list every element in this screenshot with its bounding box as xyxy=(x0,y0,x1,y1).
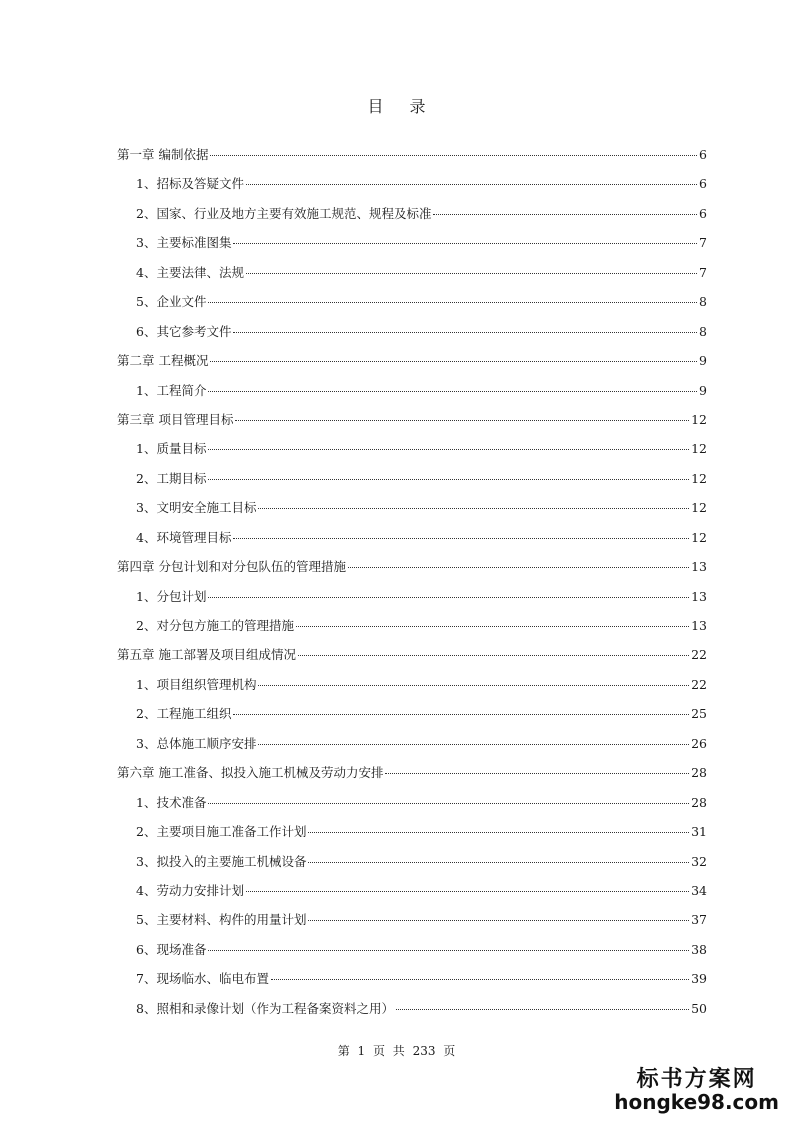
watermark-name: 标书方案网 xyxy=(636,1066,757,1092)
toc-entry-label: 6、现场准备 xyxy=(136,941,207,957)
toc-dot-leader xyxy=(308,832,689,833)
toc-dot-leader xyxy=(208,302,697,303)
toc-dot-leader xyxy=(235,420,689,421)
toc-dot-leader xyxy=(296,626,689,627)
toc-section-entry[interactable] xyxy=(117,258,707,287)
toc-page-number: 6 xyxy=(699,176,707,192)
toc-section-entry[interactable] xyxy=(117,582,707,611)
toc-dot-leader xyxy=(258,744,689,745)
toc-entry-label: 1、技术准备 xyxy=(136,794,207,810)
toc-chapter-entry[interactable] xyxy=(117,405,707,434)
toc-dot-leader xyxy=(210,155,697,156)
toc-dot-leader xyxy=(433,214,697,215)
toc-page-number: 37 xyxy=(691,912,707,928)
toc-dot-leader xyxy=(233,332,697,333)
toc-section-entry[interactable] xyxy=(117,611,707,640)
toc-section-entry[interactable] xyxy=(117,464,707,493)
toc-dot-leader xyxy=(348,567,689,568)
toc-section-entry[interactable] xyxy=(117,434,707,463)
toc-chapter-entry[interactable] xyxy=(117,640,707,669)
toc-entry-label: 4、劳动力安排计划 xyxy=(136,882,244,898)
toc-page-number: 8 xyxy=(699,294,707,310)
toc-section-entry[interactable] xyxy=(117,376,707,405)
toc-dot-leader xyxy=(258,685,689,686)
toc-dot-leader xyxy=(271,979,689,980)
toc-dot-leader xyxy=(208,479,689,480)
toc-page-number: 38 xyxy=(691,941,707,957)
toc-dot-leader xyxy=(208,950,689,951)
toc-dot-leader xyxy=(308,862,689,863)
toc-dot-leader xyxy=(208,391,697,392)
toc-section-entry[interactable] xyxy=(117,935,707,964)
toc-section-entry[interactable] xyxy=(117,523,707,552)
toc-entry-label: 3、主要标准图集 xyxy=(136,235,232,251)
toc-dot-leader xyxy=(210,361,697,362)
toc-entry-label: 第四章 分包计划和对分包队伍的管理措施 xyxy=(117,559,346,575)
toc-page-number: 31 xyxy=(691,824,707,840)
title-char-1: 目 xyxy=(367,97,384,116)
toc-page-number: 9 xyxy=(699,382,707,398)
toc-section-entry[interactable] xyxy=(117,287,707,316)
toc-page-number: 13 xyxy=(691,559,707,575)
toc-page-number: 25 xyxy=(691,706,707,722)
toc-dot-leader xyxy=(308,920,689,921)
toc-page-number: 13 xyxy=(691,588,707,604)
toc-page-number: 8 xyxy=(699,323,707,339)
toc-section-entry[interactable] xyxy=(117,729,707,758)
toc-entry-label: 第五章 施工部署及项目组成情况 xyxy=(117,647,296,663)
toc-page-number: 28 xyxy=(691,765,707,781)
toc-entry-label: 3、总体施工顺序安排 xyxy=(136,735,257,751)
toc-entry-label: 1、质量目标 xyxy=(136,441,207,457)
toc-entry-label: 第三章 项目管理目标 xyxy=(117,411,234,427)
watermark-url: hongke98.com xyxy=(614,1090,779,1114)
toc-page-number: 7 xyxy=(699,264,707,280)
title-char-2: 录 xyxy=(409,97,426,116)
toc-page-number: 28 xyxy=(691,794,707,810)
toc-page-number: 39 xyxy=(691,971,707,987)
toc-page-number: 12 xyxy=(691,500,707,516)
toc-entry-label: 1、分包计划 xyxy=(136,588,207,604)
toc-section-entry[interactable] xyxy=(117,670,707,699)
toc-section-entry[interactable] xyxy=(117,169,707,198)
toc-dot-leader xyxy=(396,1009,689,1010)
toc-dot-leader xyxy=(385,773,689,774)
toc-section-entry[interactable] xyxy=(117,788,707,817)
toc-entry-label: 1、项目组织管理机构 xyxy=(136,676,257,692)
page-footer: 第 1 页 共 233 页 xyxy=(337,1044,456,1058)
table-of-contents xyxy=(117,140,707,1023)
toc-section-entry[interactable] xyxy=(117,876,707,905)
toc-chapter-entry[interactable] xyxy=(117,552,707,581)
page-title xyxy=(0,94,793,117)
toc-dot-leader xyxy=(208,449,689,450)
toc-dot-leader xyxy=(233,714,689,715)
toc-entry-label: 3、文明安全施工目标 xyxy=(136,500,257,516)
toc-page-number: 22 xyxy=(691,647,707,663)
toc-page-number: 6 xyxy=(699,205,707,221)
toc-entry-label: 8、照相和录像计划（作为工程备案资料之用） xyxy=(136,1000,394,1016)
toc-entry-label: 第二章 工程概况 xyxy=(117,353,209,369)
toc-section-entry[interactable] xyxy=(117,847,707,876)
toc-entry-label: 2、工期目标 xyxy=(136,470,207,486)
toc-page-number: 34 xyxy=(691,882,707,898)
watermark-logo xyxy=(614,1068,779,1112)
toc-entry-label: 2、国家、行业及地方主要有效施工规范、规程及标准 xyxy=(136,205,432,221)
toc-page-number: 6 xyxy=(699,147,707,162)
toc-page-number: 50 xyxy=(691,1000,707,1016)
toc-dot-leader xyxy=(246,273,697,274)
toc-section-entry[interactable] xyxy=(117,964,707,993)
toc-section-entry[interactable] xyxy=(117,994,707,1023)
toc-page-number: 32 xyxy=(691,853,707,869)
toc-entry-label: 2、对分包方施工的管理措施 xyxy=(136,618,294,633)
toc-dot-leader xyxy=(298,655,689,656)
toc-dot-leader xyxy=(246,891,689,892)
toc-dot-leader xyxy=(233,538,689,539)
toc-page-number: 12 xyxy=(691,529,707,545)
toc-section-entry[interactable] xyxy=(117,493,707,522)
toc-entry-label: 7、现场临水、临电布置 xyxy=(136,971,269,987)
toc-dot-leader xyxy=(246,184,697,185)
toc-page-number: 22 xyxy=(691,676,707,692)
toc-chapter-entry[interactable] xyxy=(117,140,707,169)
toc-entry-label: 6、其它参考文件 xyxy=(136,323,232,339)
toc-page-number: 12 xyxy=(691,411,707,427)
toc-entry-label: 1、招标及答疑文件 xyxy=(136,176,244,192)
toc-entry-label: 5、主要材料、构件的用量计划 xyxy=(136,912,307,928)
toc-page-number: 26 xyxy=(691,735,707,751)
toc-section-entry[interactable] xyxy=(117,199,707,228)
toc-dot-leader xyxy=(208,803,689,804)
toc-section-entry[interactable] xyxy=(117,228,707,257)
toc-section-entry[interactable] xyxy=(117,317,707,346)
toc-dot-leader xyxy=(233,243,697,244)
toc-page-number: 13 xyxy=(691,618,707,633)
toc-section-entry[interactable] xyxy=(117,817,707,846)
toc-section-entry[interactable] xyxy=(117,699,707,728)
toc-entry-label: 1、工程简介 xyxy=(136,382,207,398)
toc-chapter-entry[interactable] xyxy=(117,758,707,787)
toc-page-number: 12 xyxy=(691,441,707,457)
toc-entry-label: 5、企业文件 xyxy=(136,294,207,310)
toc-entry-label: 4、环境管理目标 xyxy=(136,529,232,545)
toc-page-number: 9 xyxy=(699,353,707,369)
toc-chapter-entry[interactable] xyxy=(117,346,707,375)
toc-dot-leader xyxy=(208,597,689,598)
toc-entry-label: 4、主要法律、法规 xyxy=(136,264,244,280)
toc-dot-leader xyxy=(258,508,689,509)
toc-entry-label: 第六章 施工准备、拟投入施工机械及劳动力安排 xyxy=(117,765,384,781)
toc-entry-label: 第一章 编制依据 xyxy=(117,147,209,162)
toc-entry-label: 2、主要项目施工准备工作计划 xyxy=(136,824,307,840)
toc-entry-label: 3、拟投入的主要施工机械设备 xyxy=(136,853,307,869)
toc-entry-label: 2、工程施工组织 xyxy=(136,706,232,722)
toc-section-entry[interactable] xyxy=(117,905,707,934)
toc-page-number: 7 xyxy=(699,235,707,251)
toc-page-number: 12 xyxy=(691,470,707,486)
